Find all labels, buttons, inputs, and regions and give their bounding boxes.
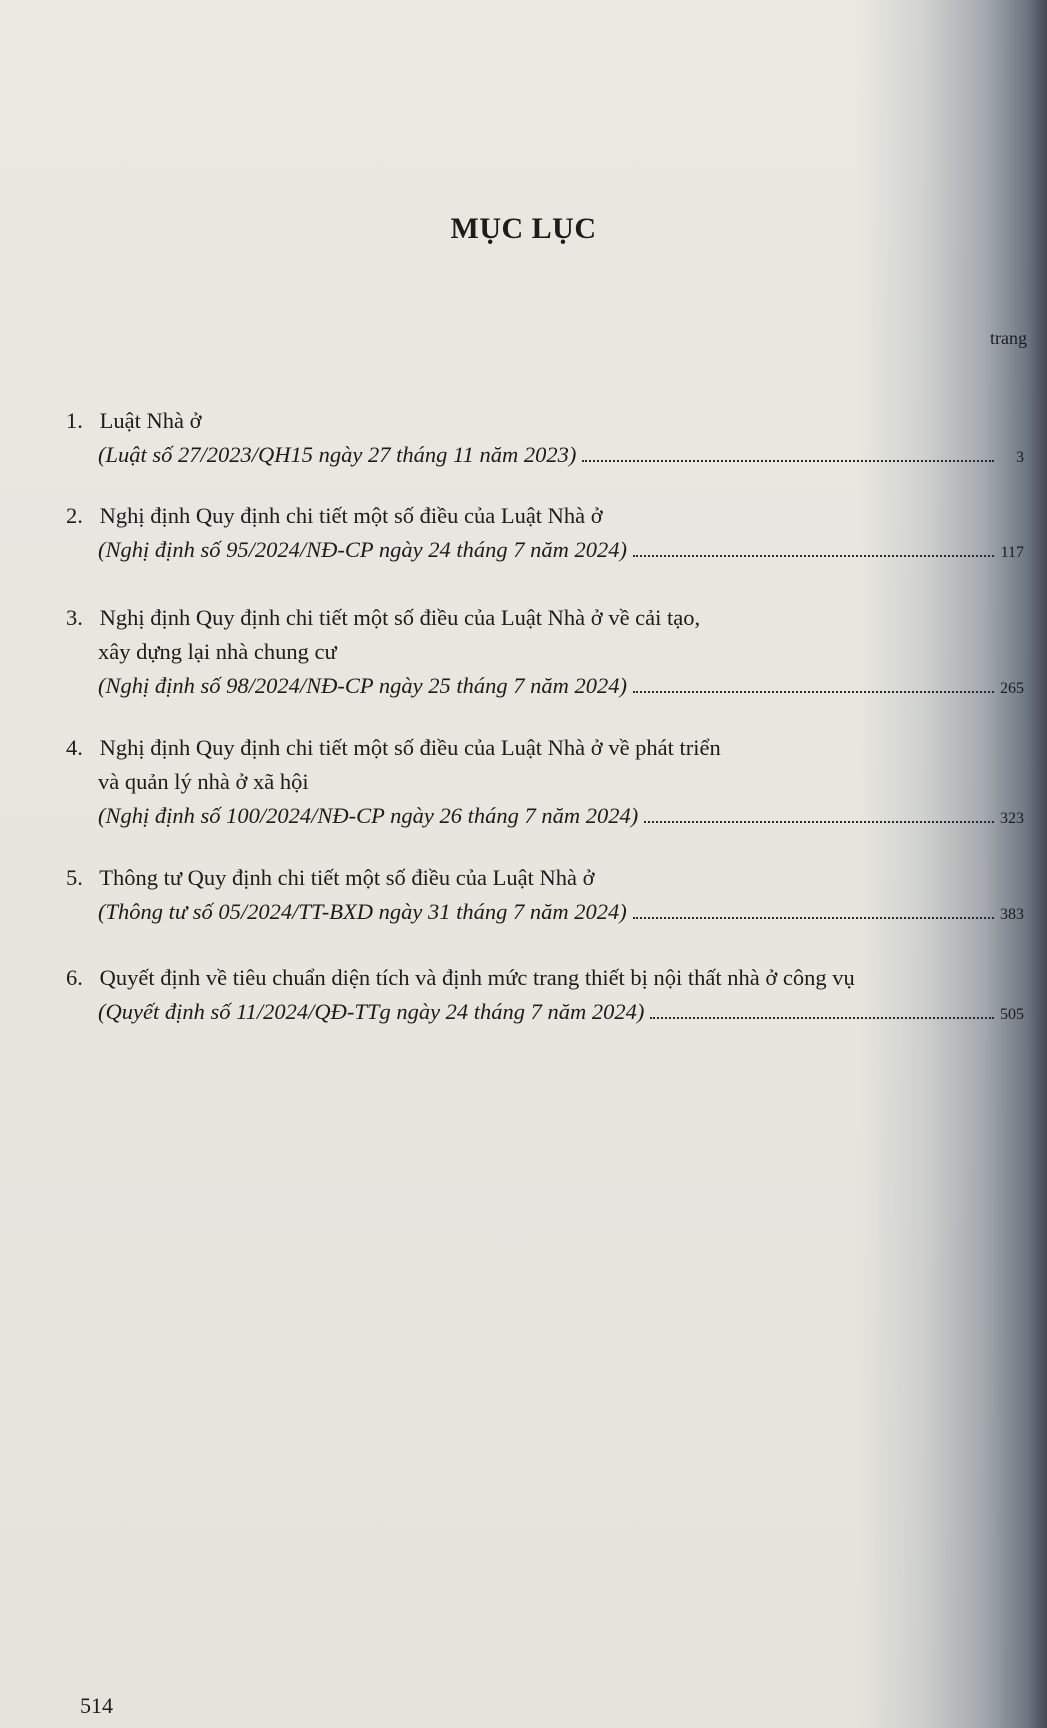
entry-page: 383 (1000, 906, 1024, 923)
entry-title: Quyết định về tiêu chuẩn diện tích và định mức trang thiết bị nội thất nhà ở công vụ (99, 965, 855, 990)
entry-page: 117 (1000, 544, 1024, 561)
entry-title: Thông tư Quy định chi tiết một số điều của Luật Nhà ở (99, 865, 595, 890)
entry-page: 3 (1016, 449, 1024, 466)
entry-page: 505 (1000, 1006, 1024, 1023)
entry-title: Nghị định Quy định chi tiết một số điều của Luật Nhà ở về phát triển (99, 735, 721, 760)
entry-number: 4. (66, 735, 83, 760)
entry-title: Nghị định Quy định chi tiết một số điều của Luật Nhà ở (99, 503, 603, 528)
toc-entry (66, 404, 1026, 475)
toc-entry (66, 731, 1026, 836)
entry-number: 3. (66, 605, 83, 630)
dot-leader (633, 555, 994, 557)
entry-page: 265 (1000, 680, 1024, 697)
entry-page: 323 (1000, 810, 1024, 827)
entry-source: (Nghị định số 98/2024/NĐ-CP ngày 25 tháng 7 năm 2024) (98, 673, 627, 698)
entry-source: (Thông tư số 05/2024/TT-BXD ngày 31 tháng 7 năm 2024) (98, 899, 627, 924)
dot-leader (650, 1017, 994, 1019)
entry-title-continued: và quản lý nhà ở xã hội (98, 769, 309, 794)
entry-title-continued: xây dựng lại nhà chung cư (98, 639, 337, 664)
toc-entry (66, 601, 1026, 706)
dot-leader (582, 460, 994, 462)
footer-page-number: 514 (80, 1693, 113, 1718)
entry-source: (Nghị định số 95/2024/NĐ-CP ngày 24 tháng 7 năm 2024) (98, 537, 627, 562)
entry-source: (Luật số 27/2023/QH15 ngày 27 tháng 11 năm 2023) (98, 442, 577, 467)
entry-source: (Nghị định số 100/2024/NĐ-CP ngày 26 tháng 7 năm 2024) (98, 803, 639, 828)
toc-entry (66, 499, 1026, 570)
toc-entry (66, 961, 1026, 1032)
dot-leader (633, 691, 994, 693)
entry-title: Nghị định Quy định chi tiết một số điều của Luật Nhà ở về cải tạo, (99, 605, 701, 630)
toc-entry (66, 861, 1026, 932)
entry-number: 2. (66, 503, 83, 528)
entry-number: 5. (66, 865, 83, 890)
entry-number: 6. (66, 965, 83, 990)
dot-leader (644, 821, 994, 823)
entry-title: Luật Nhà ở (99, 408, 202, 433)
page-column-label: trang (990, 328, 1027, 348)
entry-source: (Quyết định số 11/2024/QĐ-TTg ngày 24 tháng 7 năm 2024) (98, 999, 645, 1024)
entry-number: 1. (66, 408, 83, 433)
page-title: MỤC LỤC (450, 212, 597, 245)
dot-leader (633, 917, 994, 919)
